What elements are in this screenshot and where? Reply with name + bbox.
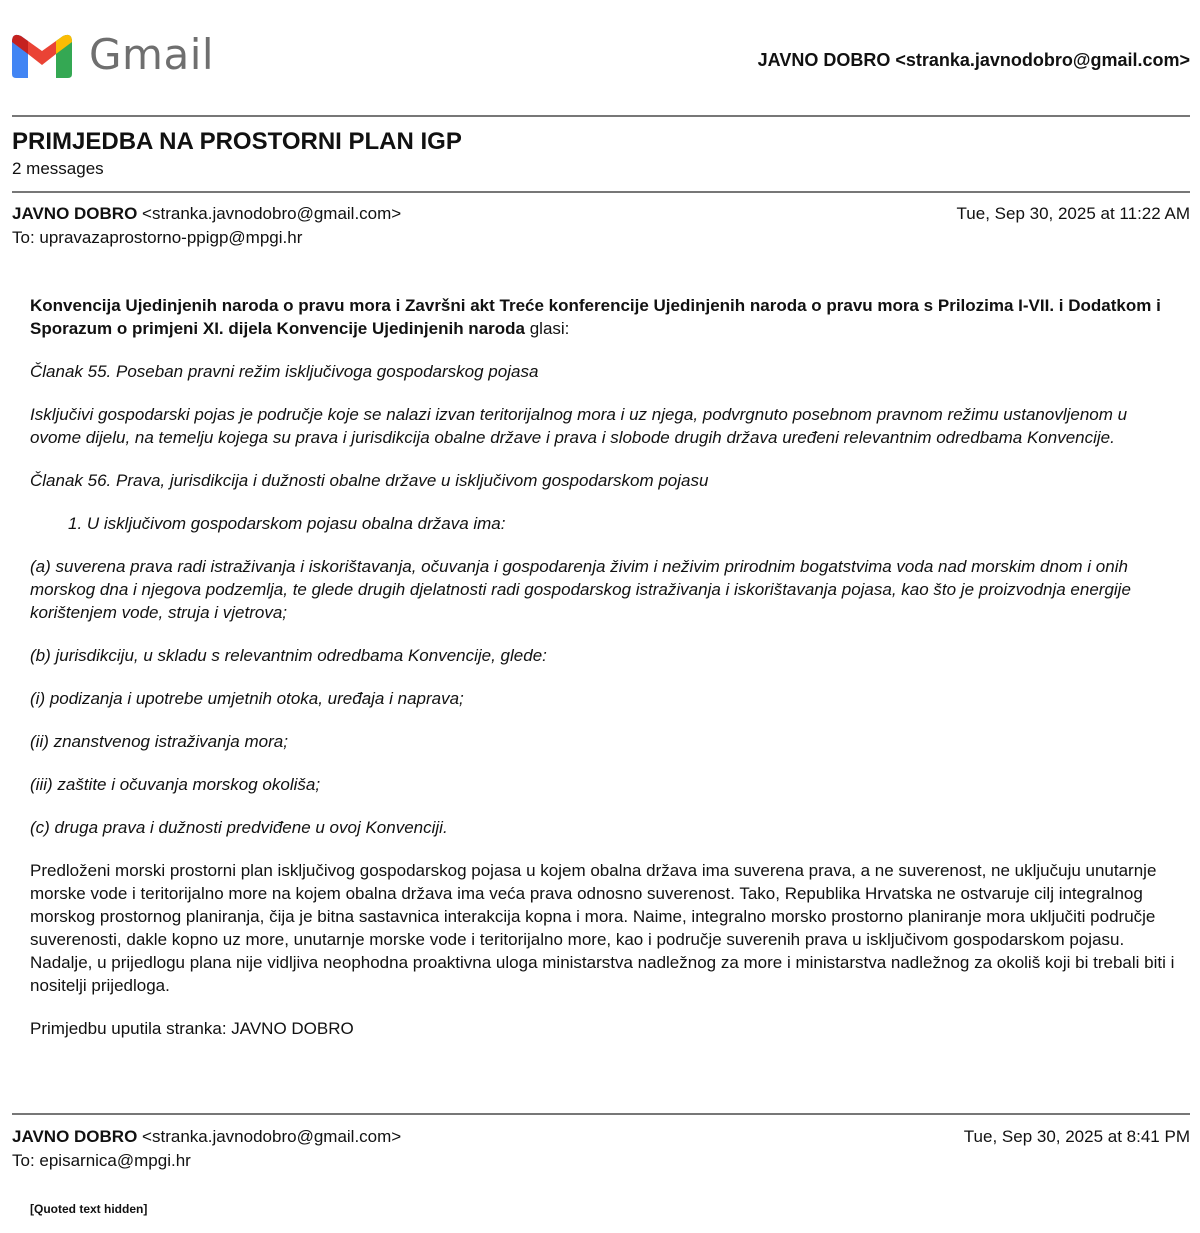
- account-identity: JAVNO DOBRO <stranka.javnodobro@gmail.com>: [757, 50, 1190, 70]
- intro-bold: Konvencija Ujedinjenih naroda o pravu mora i Završni akt Treće konferencije Ujedinjenih naroda o pravu mora s Prilozima I-VII. i Dodatkom i Sporazum o primjeni XI. dijela Konvencije Ujedinjenih naroda: [30, 296, 1161, 338]
- message-body-1: [30, 294, 1175, 1060]
- thread-subject: PRIMJEDBA NA PROSTORNI PLAN IGP: [12, 128, 462, 155]
- message-recipient: To: episarnica@mpgi.hr: [12, 1151, 191, 1170]
- message-header-1: [12, 204, 1190, 248]
- header-divider: [12, 115, 1190, 117]
- article-56-item-1: 1. U isključivom gospodarskom pojasu obalna država ima:: [68, 514, 506, 533]
- gmail-logo[interactable]: [12, 32, 214, 78]
- article-56-item-ii: (ii) znanstvenog istraživanja mora;: [30, 732, 288, 751]
- gmail-wordmark: Gmail: [89, 30, 215, 79]
- article-56-item-b: (b) jurisdikciju, u skladu s relevantnim odredbama Konvencije, glede:: [30, 646, 547, 665]
- gmail-envelope-icon: [12, 32, 72, 78]
- article-56-item-i: (i) podizanja i upotrebe umjetnih otoka, uređaja i naprava;: [30, 689, 464, 708]
- article-56-item-c: (c) druga prava i dužnosti predviđene u ovoj Konvenciji.: [30, 818, 448, 837]
- article-55-title: Članak 55. Poseban pravni režim isključivoga gospodarskog pojasa: [30, 362, 539, 381]
- sender-email: <stranka.javnodobro@gmail.com>: [142, 1127, 402, 1146]
- message-recipient: To: upravazaprostorno-ppigp@mpgi.hr: [12, 228, 303, 247]
- sender-email: <stranka.javnodobro@gmail.com>: [142, 204, 402, 223]
- intro-paragraph: [30, 294, 1175, 340]
- article-56-title: Članak 56. Prava, jurisdikcija i dužnosti obalne države u isključivom gospodarskom pojasu: [30, 471, 709, 490]
- message-divider: [12, 1113, 1190, 1115]
- intro-rest: glasi:: [524, 319, 570, 338]
- article-55-text: Isključivi gospodarski pojas je područje koje se nalazi izvan teritorijalnog mora i uz njega, podvrgnuto posebnom pravnom režimu ustanovljenom u ovome dijelu, na temelju kojega su prava i jurisdikcija obalne države i prava i slobode drugih država uređeni relevantnim odredbama Konvencije.: [30, 405, 1128, 447]
- message-date: Tue, Sep 30, 2025 at 11:22 AM: [956, 204, 1190, 223]
- gmail-header: [12, 30, 1190, 86]
- article-56-item-iii: (iii) zaštite i očuvanja morskog okoliša;: [30, 775, 321, 794]
- message-header-2: [12, 1127, 1190, 1171]
- message-count: 2 messages: [12, 159, 104, 178]
- article-56-item-a: (a) suverena prava radi istraživanja i iskorištavanja, očuvanja i gospodarenja živim i neživim prirodnim bogatstvima voda nad morskim dnom i onih morskog dna i njegova podzemlja, te glede drugih djelatnosti radi gospodarskog istraživanja i iskorištavanja pojasa, kao što je proizvodnja energije korištenjem vode, struja i vjetrova;: [30, 557, 1131, 622]
- thread-divider: [12, 191, 1190, 193]
- quoted-text-toggle[interactable]: [Quoted text hidden]: [30, 1202, 148, 1216]
- sender-name: JAVNO DOBRO: [12, 1127, 138, 1146]
- comment-paragraph: Predloženi morski prostorni plan isključivog gospodarskog pojasa u kojem obalna država ima suverena prava, a ne suverenost, ne uključuju unutarnje morske vode i teritorijalno more na kojem obalna država ima veća prava odnosno suverenost. Tako, Republika Hrvatska ne ostvaruje cilj integralnog morskog prostornog planiranja, čija je bitna sastavnica interakcija kopna i mora. Naime, integralno morsko prostorno planiranje mora uključiti područje suverenosti, dakle kopno uz more, unutarnje morske vode i teritorijalno more, kao i područje suverenih prava u isključivom gospodarskom pojasu. Nadalje, u prijedlogu plana nije vidljiva neophodna proaktivna uloga ministarstva nadležnog za more i ministarstva nadležnog za okoliš koji bi trebali biti i nositelji prijedloga.: [30, 861, 1175, 995]
- sender-name: JAVNO DOBRO: [12, 204, 138, 223]
- message-date: Tue, Sep 30, 2025 at 8:41 PM: [963, 1127, 1190, 1146]
- signature-line: Primjedbu uputila stranka: JAVNO DOBRO: [30, 1019, 354, 1038]
